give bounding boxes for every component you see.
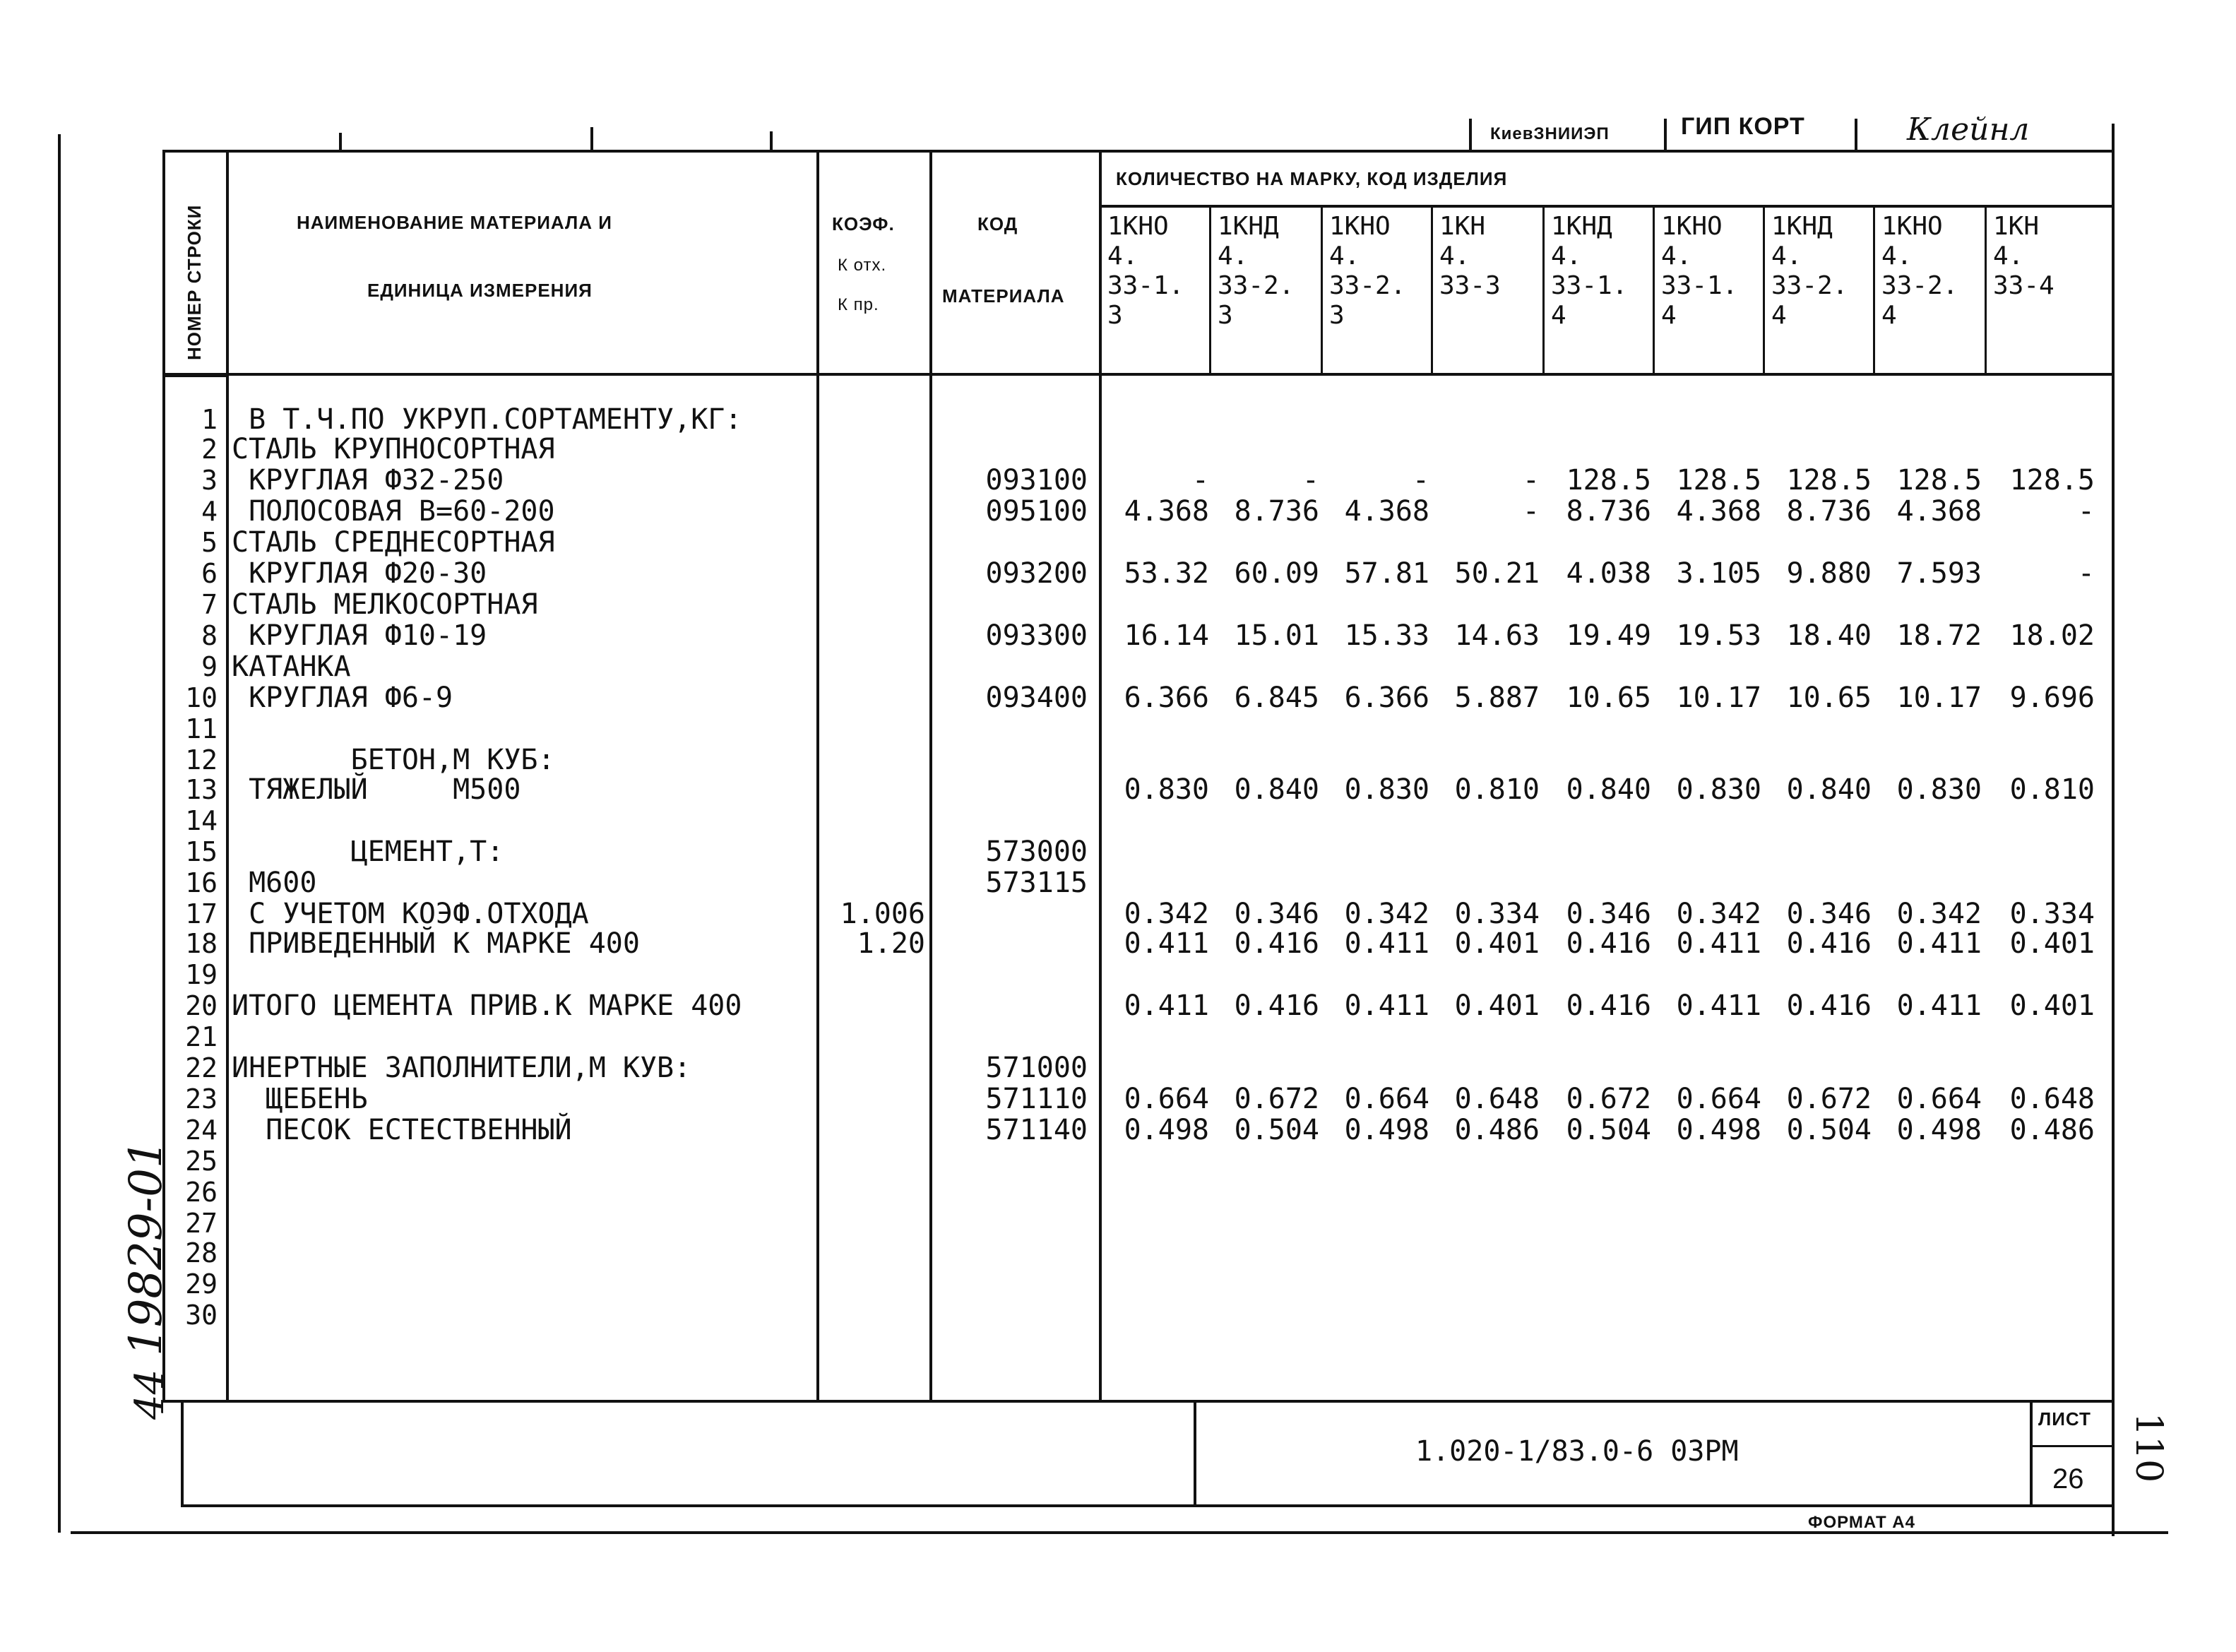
row-number: 21 [185, 1021, 218, 1052]
row-number: 1 [201, 404, 218, 435]
material-code: 093100 [985, 464, 1088, 497]
row-number: 15 [185, 836, 218, 867]
product-code-line: 3 [1218, 301, 1233, 330]
row-number: 6 [201, 558, 218, 589]
quantity-cell: 8.736 [1786, 495, 1872, 528]
quantity-cell: 57.81 [1344, 557, 1429, 590]
material-code: 571000 [985, 1052, 1088, 1084]
quantity-cell: 128.5 [1896, 464, 1982, 497]
product-code-header [1993, 212, 2054, 331]
row-number: 17 [185, 898, 218, 929]
product-code-line: 1КНД [1551, 212, 1612, 241]
quantity-cell: 16.14 [1124, 619, 1209, 652]
material-name: В Т.Ч.ПО УКРУП.СОРТАМЕНТУ,КГ: [232, 403, 742, 436]
quantity-cell: 0.664 [1344, 1083, 1429, 1115]
quantity-cell: 0.411 [1676, 990, 1761, 1022]
quantity-cell: 4.368 [1676, 495, 1761, 528]
quantity-cell: 4.368 [1344, 495, 1429, 528]
material-name: ЦЕМЕНТ,Т: [232, 836, 504, 868]
material-name: КАТАНКА [232, 650, 351, 683]
quantity-cell: 0.411 [1344, 990, 1429, 1022]
row-number: 3 [201, 465, 218, 496]
quantity-cell: 0.664 [1676, 1083, 1761, 1115]
quantity-cell: 0.664 [1896, 1083, 1982, 1115]
row-number: 10 [185, 682, 218, 713]
quantity-cell: 0.648 [2009, 1083, 2095, 1115]
quantity-cell: 7.593 [1896, 557, 1982, 590]
quantity-cell: 0.830 [1124, 773, 1209, 806]
quantity-cell: 18.72 [1896, 619, 1982, 652]
product-code-header [1661, 212, 1737, 331]
quantity-cell: 10.65 [1566, 682, 1651, 714]
row-number: 8 [201, 620, 218, 651]
header-row-number: НОМЕР СТРОКИ [184, 204, 205, 360]
product-code-line [1993, 301, 2054, 331]
header-coef: КОЭФ. [832, 213, 895, 234]
quantity-cell: 4.038 [1566, 557, 1651, 590]
material-code: 571140 [985, 1114, 1088, 1146]
coefficient: 1.20 [857, 927, 925, 960]
product-code-line: 4. [1993, 242, 2024, 271]
quantity-cell: 0.840 [1566, 773, 1651, 806]
product-code-line: 4. [1551, 242, 1582, 271]
quantity-cell: 4.368 [1896, 495, 1982, 528]
row-number: 14 [185, 805, 218, 836]
stamp-org: КиевЗНИИЭП [1490, 124, 1610, 143]
quantity-cell: 0.416 [1786, 927, 1872, 960]
quantity-cell: - [1412, 464, 1429, 497]
quantity-cell: 0.416 [1234, 990, 1319, 1022]
material-name: ЩЕБЕНЬ [232, 1083, 368, 1115]
product-code-line: 33-1. [1107, 271, 1184, 300]
quantity-cell: 0.810 [1454, 773, 1540, 806]
product-code-line: 33-2. [1329, 271, 1406, 300]
quantity-cell: - [1302, 464, 1319, 497]
quantity-cell: 0.672 [1786, 1083, 1872, 1115]
row-number: 4 [201, 496, 218, 527]
quantity-cell: 0.672 [1234, 1083, 1319, 1115]
quantity-cell: 0.504 [1566, 1114, 1651, 1146]
quantity-cell: 0.401 [1454, 990, 1540, 1022]
inventory-number: 19829-01 [120, 1139, 172, 1356]
material-name: СТАЛЬ СРЕДНЕСОРТНАЯ [232, 526, 555, 559]
product-code-line: 4 [1551, 301, 1566, 330]
material-code: 095100 [985, 495, 1088, 528]
header-coef-waste: К отх. [838, 256, 887, 275]
row-number: 11 [185, 713, 218, 744]
product-code-header [1771, 212, 1848, 331]
quantity-cell: 0.840 [1234, 773, 1319, 806]
product-code-header [1107, 212, 1184, 331]
product-code-line: 3 [1107, 301, 1123, 330]
quantity-cell: 10.17 [1896, 682, 1982, 714]
product-code-header [1218, 212, 1294, 331]
product-code-line: 3 [1329, 301, 1345, 330]
product-code-line: 33-1. [1661, 271, 1738, 300]
product-code-line: 1КНО [1881, 212, 1943, 241]
quantity-cell: 0.504 [1786, 1114, 1872, 1146]
quantity-cell: 0.830 [1896, 773, 1982, 806]
material-name: ПРИВЕДЕННЫЙ К МАРКЕ 400 [232, 927, 640, 960]
material-code: 093400 [985, 682, 1088, 714]
row-number: 12 [185, 744, 218, 776]
material-code: 573000 [985, 836, 1088, 868]
material-code: 571110 [985, 1083, 1088, 1115]
quantity-cell: 0.342 [1896, 898, 1982, 930]
quantity-cell: 0.840 [1786, 773, 1872, 806]
product-code-line: 33-4 [1993, 271, 2054, 300]
product-code-header [1551, 212, 1627, 331]
quantity-cell: - [2077, 557, 2095, 590]
quantity-cell: 0.498 [1124, 1114, 1209, 1146]
product-code-line: 33-2. [1218, 271, 1295, 300]
product-code-line: 4. [1881, 242, 1913, 271]
quantity-cell: 128.5 [1566, 464, 1651, 497]
quantity-cell: 6.366 [1344, 682, 1429, 714]
product-code-line: 4 [1661, 301, 1677, 330]
quantity-cell: 0.411 [1124, 927, 1209, 960]
product-code-header [1881, 212, 1958, 331]
header-coef-reduced: К пр. [838, 295, 879, 314]
quantity-cell: 10.17 [1676, 682, 1761, 714]
product-code-line: 1КН [1993, 212, 2040, 241]
row-number: 7 [201, 589, 218, 620]
row-number: 24 [185, 1115, 218, 1146]
quantity-cell: 18.40 [1786, 619, 1872, 652]
row-number: 20 [185, 990, 218, 1021]
quantity-cell: 0.486 [2009, 1114, 2095, 1146]
stamp-signature: Клейнл [1907, 112, 2030, 148]
page-number: 110 [2127, 1413, 2170, 1483]
quantity-cell: - [1522, 464, 1540, 497]
material-code: 093300 [985, 619, 1088, 652]
quantity-cell: 19.49 [1566, 619, 1651, 652]
quantity-cell: 8.736 [1566, 495, 1651, 528]
row-number: 25 [185, 1146, 218, 1177]
quantity-cell: 0.401 [1454, 927, 1540, 960]
quantity-cell: 0.334 [2009, 898, 2095, 930]
coefficient: 1.006 [840, 898, 925, 930]
material-name: КРУГЛАЯ Ф10-19 [232, 619, 487, 652]
row-number: 28 [185, 1237, 218, 1268]
material-name: ПЕСОК ЕСТЕСТВЕННЫЙ [232, 1114, 572, 1146]
quantity-cell: 9.696 [2009, 682, 2095, 714]
material-name: БЕТОН,М КУБ: [232, 744, 555, 776]
row-number: 16 [185, 867, 218, 898]
quantity-cell: 53.32 [1124, 557, 1209, 590]
quantity-cell: 128.5 [1786, 464, 1872, 497]
quantity-cell: 0.416 [1786, 990, 1872, 1022]
material-name: КРУГЛАЯ Ф32-250 [232, 464, 504, 497]
quantity-cell: - [1191, 464, 1209, 497]
quantity-cell: 50.21 [1454, 557, 1540, 590]
quantity-cell: 0.346 [1786, 898, 1872, 930]
header-qty-title: КОЛИЧЕСТВО НА МАРКУ, КОД ИЗДЕЛИЯ [1116, 168, 1508, 189]
product-code-line: 4. [1439, 242, 1470, 271]
document-code: 1.020-1/83.0-6 03РМ [1415, 1435, 1739, 1468]
quantity-cell: 6.845 [1234, 682, 1319, 714]
product-code-line: 33-2. [1771, 271, 1848, 300]
row-number: 30 [185, 1300, 218, 1331]
product-code-line: 33-3 [1439, 271, 1501, 300]
quantity-cell: 18.02 [2009, 619, 2095, 652]
product-code-line: 4. [1107, 242, 1138, 271]
quantity-cell: 0.498 [1676, 1114, 1761, 1146]
product-code-line: 1КНД [1771, 212, 1833, 241]
header-name-line2: ЕДИНИЦА ИЗМЕРЕНИЯ [367, 280, 593, 301]
quantity-cell: 0.346 [1234, 898, 1319, 930]
quantity-cell: 15.01 [1234, 619, 1319, 652]
row-number: 27 [185, 1208, 218, 1239]
material-name: КРУГЛАЯ Ф20-30 [232, 557, 487, 590]
quantity-cell: 0.411 [1676, 927, 1761, 960]
row-number: 5 [201, 527, 218, 558]
quantity-cell: 0.411 [1344, 927, 1429, 960]
quantity-cell: 3.105 [1676, 557, 1761, 590]
row-number: 18 [185, 928, 218, 959]
material-name: ИТОГО ЦЕМЕНТА ПРИВ.К МАРКЕ 400 [232, 990, 742, 1022]
quantity-cell: 0.416 [1566, 927, 1651, 960]
product-code-header [1329, 212, 1405, 331]
product-code-line: 4. [1218, 242, 1249, 271]
quantity-cell: 4.368 [1124, 495, 1209, 528]
format-label: ФОРМАТ А4 [1808, 1513, 1915, 1532]
quantity-cell: - [2077, 495, 2095, 528]
quantity-cell: 128.5 [1676, 464, 1761, 497]
product-code-line: 1КНО [1661, 212, 1723, 241]
product-code-line: 4. [1661, 242, 1692, 271]
row-number: 23 [185, 1083, 218, 1115]
quantity-cell: 0.664 [1124, 1083, 1209, 1115]
product-code-line: 4 [1771, 301, 1787, 330]
stamp-dept: ГИП КОРТ [1681, 113, 1805, 140]
product-code-line: 4. [1771, 242, 1802, 271]
quantity-cell: - [1522, 495, 1540, 528]
material-name: С УЧЕТОМ КОЭФ.ОТХОДА [232, 898, 589, 930]
quantity-cell: 0.411 [1124, 990, 1209, 1022]
quantity-cell: 0.416 [1566, 990, 1651, 1022]
quantity-cell: 9.880 [1786, 557, 1872, 590]
quantity-cell: 0.342 [1124, 898, 1209, 930]
quantity-cell: 0.416 [1234, 927, 1319, 960]
quantity-cell: 0.672 [1566, 1083, 1651, 1115]
quantity-cell: 0.830 [1344, 773, 1429, 806]
quantity-cell: 15.33 [1344, 619, 1429, 652]
product-code-header [1439, 212, 1501, 331]
product-code-line: 33-1. [1551, 271, 1628, 300]
quantity-cell: 5.887 [1454, 682, 1540, 714]
quantity-cell: 0.401 [2009, 927, 2095, 960]
product-code-line: 4 [1881, 301, 1897, 330]
quantity-cell: 0.504 [1234, 1114, 1319, 1146]
quantity-cell: 0.334 [1454, 898, 1540, 930]
quantity-cell: 14.63 [1454, 619, 1540, 652]
product-code-line: 1КН [1439, 212, 1486, 241]
quantity-cell: 0.411 [1896, 990, 1982, 1022]
quantity-cell: 19.53 [1676, 619, 1761, 652]
quantity-cell: 0.498 [1896, 1114, 1982, 1146]
row-number: 29 [185, 1268, 218, 1300]
quantity-cell: 0.346 [1566, 898, 1651, 930]
header-code: КОД [977, 213, 1018, 234]
sheet-number: 26 [2052, 1463, 2084, 1494]
material-name: СТАЛЬ КРУПНОСОРТНАЯ [232, 433, 555, 465]
quantity-cell: 0.648 [1454, 1083, 1540, 1115]
material-code: 093200 [985, 557, 1088, 590]
header-code-material: МАТЕРИАЛА [942, 285, 1065, 307]
product-code-line: 1КНО [1107, 212, 1169, 241]
quantity-cell: 0.498 [1344, 1114, 1429, 1146]
product-code-line: 4. [1329, 242, 1360, 271]
material-name: КРУГЛАЯ Ф6-9 [232, 682, 453, 714]
row-number: 19 [185, 959, 218, 990]
quantity-cell: 0.411 [1896, 927, 1982, 960]
product-code-line: 33-2. [1881, 271, 1958, 300]
row-number: 22 [185, 1052, 218, 1083]
quantity-cell: 60.09 [1234, 557, 1319, 590]
material-code: 573115 [985, 867, 1088, 899]
material-name: СТАЛЬ МЕЛКОСОРТНАЯ [232, 588, 538, 621]
quantity-cell: 10.65 [1786, 682, 1872, 714]
quantity-cell: 0.810 [2009, 773, 2095, 806]
quantity-cell: 128.5 [2009, 464, 2095, 497]
row-number: 2 [201, 434, 218, 465]
quantity-cell: 0.486 [1454, 1114, 1540, 1146]
product-code-line: 1КНД [1218, 212, 1279, 241]
quantity-cell: 6.366 [1124, 682, 1209, 714]
row-number: 13 [185, 774, 218, 805]
material-name: ТЯЖЕЛЫЙ М500 [232, 773, 521, 806]
handwritten-note: 44 [127, 1369, 173, 1420]
row-number: 26 [185, 1177, 218, 1208]
row-number: 9 [201, 651, 218, 682]
sheet-label: ЛИСТ [2038, 1408, 2091, 1430]
quantity-cell: 0.401 [2009, 990, 2095, 1022]
header-name-line1: НАИМЕНОВАНИЕ МАТЕРИАЛА И [297, 212, 612, 233]
product-code-line: 1КНО [1329, 212, 1391, 241]
material-name: М600 [232, 867, 317, 899]
quantity-cell: 0.830 [1676, 773, 1761, 806]
material-name: ИНЕРТНЫЕ ЗАПОЛНИТЕЛИ,М КУВ: [232, 1052, 691, 1084]
product-code-line [1439, 301, 1501, 331]
quantity-cell: 0.342 [1676, 898, 1761, 930]
material-name: ПОЛОСОВАЯ В=60-200 [232, 495, 555, 528]
quantity-cell: 8.736 [1234, 495, 1319, 528]
quantity-cell: 0.342 [1344, 898, 1429, 930]
